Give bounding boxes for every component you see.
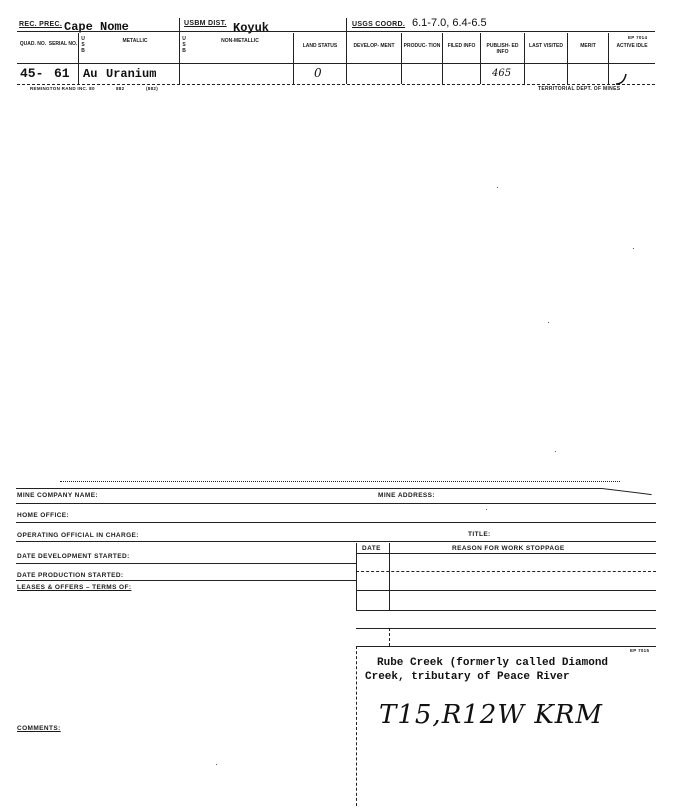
vrule — [78, 33, 79, 84]
rule — [356, 610, 656, 611]
col-non-metallic: NON-METALLIC — [221, 38, 259, 44]
quad-value: 45- — [20, 66, 44, 81]
rule — [16, 580, 356, 581]
rule — [356, 646, 656, 647]
printer-code: 882 — [116, 86, 125, 91]
rule-data-bottom — [17, 84, 655, 85]
mine-company-name-label: MINE COMPANY NAME: — [17, 492, 98, 499]
vrule — [389, 628, 390, 646]
rule-row1-left — [17, 31, 347, 32]
col-development: DEVELOP- MENT — [353, 43, 395, 49]
vrule — [293, 33, 294, 84]
operating-official-label: OPERATING OFFICIAL IN CHARGE: — [17, 532, 139, 539]
vrule — [567, 33, 568, 84]
date-development-started-label: DATE DEVELOPMENT STARTED: — [17, 553, 130, 560]
col-usb-nonmetallic: U S B — [182, 36, 186, 54]
col-metallic: METALLIC — [122, 38, 148, 44]
rule — [16, 563, 356, 564]
rule-row1-right — [347, 31, 655, 32]
printer-imprint: REMINGTON RAND INC. 80 — [30, 86, 95, 91]
serial-value: 61 — [54, 66, 70, 81]
rule — [356, 571, 656, 572]
metallic-value: Uranium — [106, 67, 157, 81]
col-production: PRODUC- TION — [403, 43, 441, 49]
land-status-value: 0 — [314, 66, 322, 80]
rule-top-dotted — [60, 481, 620, 482]
rule — [356, 628, 656, 629]
vrule — [608, 33, 609, 84]
vrule — [442, 33, 443, 84]
comments-label: COMMENTS: — [17, 725, 61, 732]
vrule — [389, 543, 390, 611]
vrule — [524, 33, 525, 84]
territorial-dept-label: TERRITORIAL DEPT. OF MINES — [538, 86, 621, 92]
col-quad-no: QUAD. NO. — [19, 41, 47, 47]
scan-speck — [497, 187, 498, 188]
col-last-visited: LAST VISITED — [529, 43, 563, 49]
title-label: TITLE: — [468, 531, 491, 538]
leases-offers-label: LEASES & OFFERS – TERMS OF: — [17, 584, 132, 591]
form-number-top: EP 7014 — [628, 35, 648, 40]
rule — [16, 541, 656, 542]
usbm-dist-value: Koyuk — [233, 21, 270, 35]
home-office-label: HOME OFFICE: — [17, 512, 70, 519]
col-land-status: LAND STATUS — [302, 43, 338, 49]
vrule — [480, 33, 481, 84]
mine-address-label: MINE ADDRESS: — [378, 492, 435, 499]
vrule — [356, 543, 357, 611]
notes-typed-line-1: Rube Creek (formerly called Diamond — [377, 657, 609, 669]
scan-speck — [633, 248, 634, 249]
reason-column-label: REASON FOR WORK STOPPAGE — [452, 545, 565, 552]
usgs-coord-label: USGS COORD. — [352, 21, 406, 28]
date-production-started-label: DATE PRODUCTION STARTED: — [17, 572, 124, 579]
rule-top-tail — [602, 488, 652, 495]
metallic-code: Au — [83, 67, 98, 81]
printer-code-2: (882) — [146, 86, 159, 91]
vrule — [346, 18, 347, 84]
usbm-dist-label: USBM DIST. — [184, 20, 227, 27]
scan-speck — [486, 509, 487, 510]
rule-data-top — [17, 63, 655, 64]
rec-prec-value: Cape Nome — [64, 20, 129, 34]
rule-top — [16, 488, 602, 489]
col-serial-no: SERIAL NO. — [48, 41, 78, 47]
rule — [16, 503, 656, 504]
vrule-notes — [356, 646, 357, 806]
notes-typed-line-2: Creek, tributary of Peace River — [365, 671, 570, 683]
col-published-info: PUBLISH- ED INFO — [486, 43, 519, 55]
date-column-label: DATE — [362, 545, 381, 552]
scan-speck — [548, 322, 549, 323]
col-filed-info: FILED INFO — [447, 43, 476, 49]
vrule — [401, 33, 402, 84]
form-number-bottom: EP 7015 — [630, 648, 650, 653]
handwritten-location-note: T15,R12W KRM — [379, 700, 603, 730]
rule — [356, 553, 656, 554]
rule — [356, 590, 656, 591]
col-usb-metallic: U S B — [81, 36, 85, 54]
rule — [16, 522, 656, 523]
col-merit: MERIT — [580, 43, 596, 49]
published-info-value: 465 — [492, 68, 512, 79]
check-mark-icon — [614, 72, 630, 86]
col-active-idle: ACTIVE IDLE — [616, 43, 648, 49]
rec-prec-label: REC. PREC. — [19, 21, 63, 28]
scan-speck — [555, 451, 556, 452]
usgs-coord-value: 6.1-7.0, 6.4-6.5 — [412, 17, 487, 29]
vrule — [179, 18, 180, 84]
scan-speck — [216, 764, 217, 765]
